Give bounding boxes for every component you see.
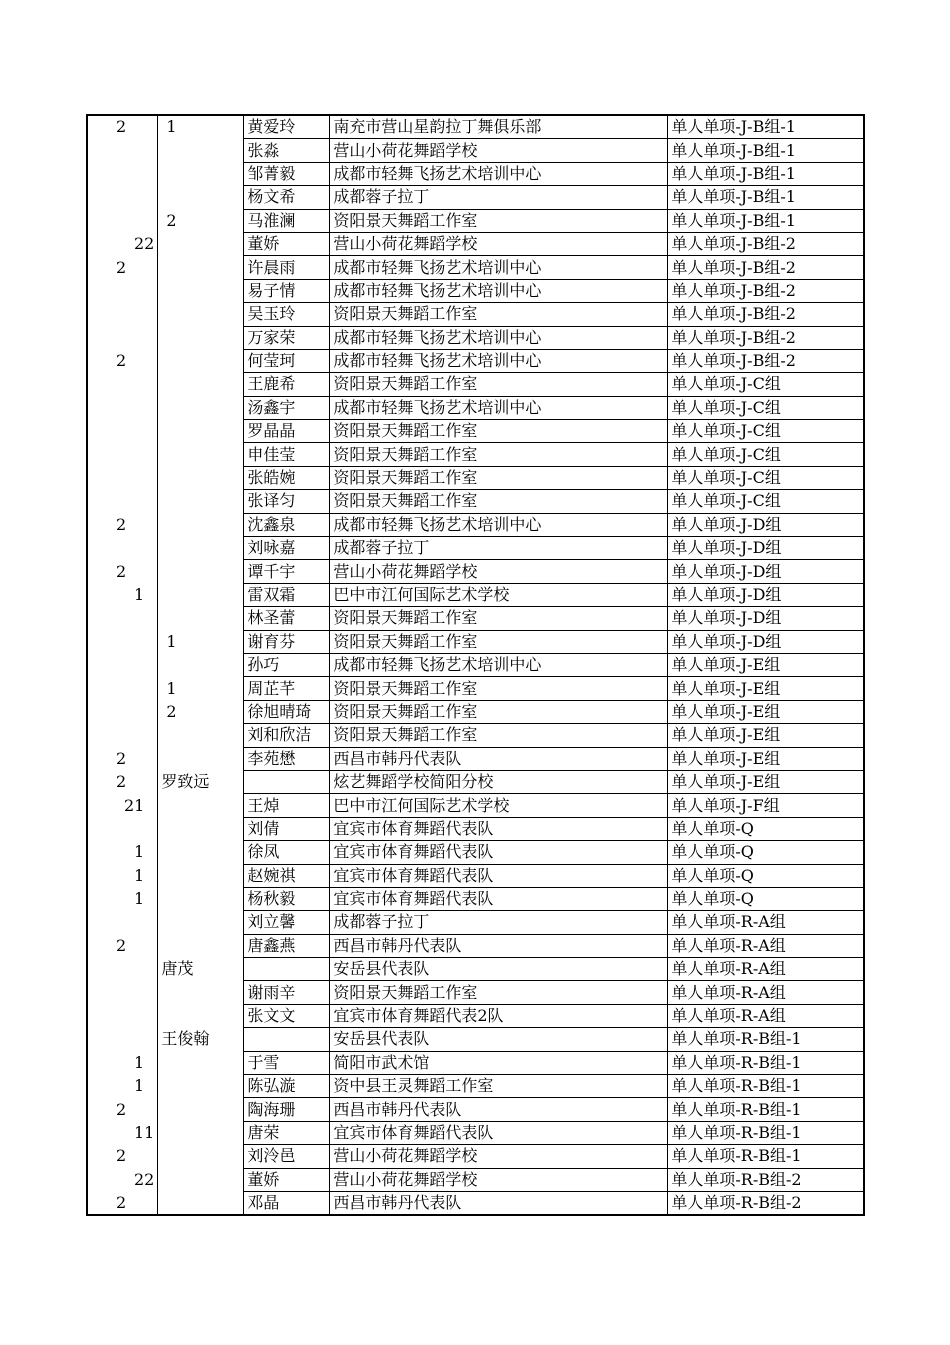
rank-b-cell[interactable] (158, 724, 244, 747)
event-cell[interactable]: 单人单项-R-B组-2 (668, 1168, 864, 1191)
event-cell[interactable]: 单人单项-J-C组 (668, 420, 864, 443)
table-row (87, 139, 864, 162)
organization-cell[interactable]: 西昌市韩丹代表队 (330, 1098, 668, 1121)
rank-b-cell[interactable] (158, 560, 244, 583)
organization-cell[interactable]: 宜宾市体育舞蹈代表队 (330, 1121, 668, 1144)
name-cell[interactable]: 徐旭晴琦 (244, 700, 330, 723)
organization-cell[interactable]: 南充市营山星韵拉丁舞俱乐部 (330, 115, 668, 139)
rank-a-cell[interactable]: 2 (87, 1145, 158, 1168)
organization-cell[interactable]: 资阳景天舞蹈工作室 (330, 677, 668, 700)
rank-b-cell[interactable]: 2 (158, 209, 244, 232)
organization-cell[interactable]: 资阳景天舞蹈工作室 (330, 607, 668, 630)
organization-cell[interactable]: 资中县王灵舞蹈工作室 (330, 1075, 668, 1098)
rank-a-cell[interactable] (87, 653, 158, 676)
registration-table (86, 114, 865, 1216)
table-row (87, 1191, 864, 1215)
name-cell[interactable]: 刘倩 (244, 817, 330, 840)
rank-a-cell[interactable] (87, 209, 158, 232)
rank-b-cell[interactable] (158, 139, 244, 162)
table-row (87, 677, 864, 700)
event-cell[interactable]: 单人单项-J-B组-2 (668, 326, 864, 349)
organization-cell[interactable]: 成都市轻舞飞扬艺术培训中心 (330, 162, 668, 185)
rank-b-cell[interactable] (158, 326, 244, 349)
name-cell[interactable] (244, 770, 330, 793)
organization-cell[interactable]: 资阳景天舞蹈工作室 (330, 981, 668, 1004)
rank-a-cell[interactable] (87, 537, 158, 560)
name-cell[interactable]: 张文文 (244, 1004, 330, 1027)
name-cell[interactable]: 刘立馨 (244, 911, 330, 934)
name-cell[interactable]: 吴玉玲 (244, 303, 330, 326)
rank-b-cell[interactable] (158, 490, 244, 513)
table-row (87, 1075, 864, 1098)
table-row (87, 490, 864, 513)
event-cell[interactable]: 单人单项-J-E组 (668, 653, 864, 676)
organization-cell[interactable]: 西昌市韩丹代表队 (330, 1191, 668, 1215)
name-cell[interactable]: 刘和欣洁 (244, 724, 330, 747)
rank-a-cell[interactable]: 1 (87, 583, 158, 606)
event-cell[interactable]: 单人单项-J-B组-1 (668, 186, 864, 209)
rank-b-cell[interactable] (158, 256, 244, 279)
name-cell[interactable]: 汤鑫宇 (244, 396, 330, 419)
organization-cell[interactable]: 宜宾市体育舞蹈代表队 (330, 864, 668, 887)
rank-b-cell[interactable] (158, 279, 244, 302)
event-cell[interactable]: 单人单项-R-B组-1 (668, 1075, 864, 1098)
table-row (87, 1004, 864, 1027)
rank-b-cell[interactable] (158, 1168, 244, 1191)
rank-b-cell[interactable] (158, 232, 244, 255)
name-cell[interactable]: 邓晶 (244, 1191, 330, 1215)
rank-b-cell[interactable] (158, 841, 244, 864)
organization-cell[interactable]: 营山小荷花舞蹈学校 (330, 232, 668, 255)
table-row (87, 420, 864, 443)
table-row (87, 653, 864, 676)
table-row (87, 115, 864, 139)
table-row (87, 279, 864, 302)
table-row (87, 934, 864, 957)
organization-cell[interactable]: 资阳景天舞蹈工作室 (330, 373, 668, 396)
rank-b-cell[interactable] (158, 1145, 244, 1168)
organization-cell[interactable]: 宜宾市体育舞蹈代表队 (330, 841, 668, 864)
rank-a-cell[interactable] (87, 724, 158, 747)
name-cell[interactable]: 于雪 (244, 1051, 330, 1074)
organization-cell[interactable]: 资阳景天舞蹈工作室 (330, 724, 668, 747)
rank-a-cell[interactable] (87, 1028, 158, 1051)
rank-b-cell[interactable] (158, 887, 244, 910)
event-cell[interactable]: 单人单项-J-E组 (668, 770, 864, 793)
rank-a-cell[interactable] (87, 817, 158, 840)
event-cell[interactable]: 单人单项-Q (668, 817, 864, 840)
event-cell[interactable]: 单人单项-J-E组 (668, 724, 864, 747)
rank-a-cell[interactable] (87, 162, 158, 185)
event-cell[interactable]: 单人单项-Q (668, 887, 864, 910)
organization-cell[interactable]: 营山小荷花舞蹈学校 (330, 139, 668, 162)
organization-cell[interactable]: 巴中市江何国际艺术学校 (330, 583, 668, 606)
organization-cell[interactable]: 炫艺舞蹈学校简阳分校 (330, 770, 668, 793)
table-row (87, 396, 864, 419)
organization-cell[interactable]: 成都市轻舞飞扬艺术培训中心 (330, 513, 668, 536)
organization-cell[interactable]: 资阳景天舞蹈工作室 (330, 466, 668, 489)
event-cell[interactable]: 单人单项-R-A组 (668, 911, 864, 934)
rank-b-cell[interactable]: 王俊翰 (158, 1028, 244, 1051)
rank-a-cell[interactable]: 2 (87, 513, 158, 536)
rank-a-cell[interactable]: 1 (87, 887, 158, 910)
rank-a-cell[interactable]: 22 (87, 232, 158, 255)
event-cell[interactable]: 单人单项-R-A组 (668, 934, 864, 957)
name-cell[interactable]: 林圣蕾 (244, 607, 330, 630)
table-row (87, 162, 864, 185)
name-cell[interactable]: 易子情 (244, 279, 330, 302)
table-row (87, 1145, 864, 1168)
rank-b-cell[interactable]: 罗致远 (158, 770, 244, 793)
name-cell[interactable]: 谢雨辛 (244, 981, 330, 1004)
table-row (87, 560, 864, 583)
organization-cell[interactable]: 资阳景天舞蹈工作室 (330, 420, 668, 443)
table-row (87, 981, 864, 1004)
event-cell[interactable]: 单人单项-J-C组 (668, 373, 864, 396)
table-row (87, 747, 864, 770)
name-cell[interactable]: 李苑懋 (244, 747, 330, 770)
event-cell[interactable]: 单人单项-R-B组-1 (668, 1145, 864, 1168)
event-cell[interactable]: 单人单项-J-B组-2 (668, 232, 864, 255)
organization-cell[interactable]: 成都市轻舞飞扬艺术培训中心 (330, 653, 668, 676)
table-row (87, 864, 864, 887)
name-cell[interactable]: 陈弘漩 (244, 1075, 330, 1098)
rank-b-cell[interactable] (158, 653, 244, 676)
name-cell[interactable]: 张皓婉 (244, 466, 330, 489)
event-cell[interactable]: 单人单项-J-D组 (668, 560, 864, 583)
table-row (87, 887, 864, 910)
rank-b-cell[interactable]: 2 (158, 700, 244, 723)
organization-cell[interactable]: 成都市轻舞飞扬艺术培训中心 (330, 326, 668, 349)
event-cell[interactable]: 单人单项-J-E组 (668, 747, 864, 770)
name-cell[interactable]: 沈鑫泉 (244, 513, 330, 536)
rank-a-cell[interactable]: 11 (87, 1121, 158, 1144)
rank-a-cell[interactable]: 21 (87, 794, 158, 817)
name-cell[interactable]: 周芷芊 (244, 677, 330, 700)
rank-b-cell[interactable] (158, 981, 244, 1004)
rank-a-cell[interactable] (87, 981, 158, 1004)
organization-cell[interactable]: 营山小荷花舞蹈学校 (330, 1168, 668, 1191)
rank-b-cell[interactable]: 唐茂 (158, 958, 244, 981)
name-cell[interactable]: 陶海珊 (244, 1098, 330, 1121)
rank-a-cell[interactable] (87, 279, 158, 302)
rank-a-cell[interactable]: 2 (87, 256, 158, 279)
organization-cell[interactable]: 资阳景天舞蹈工作室 (330, 700, 668, 723)
rank-b-cell[interactable] (158, 513, 244, 536)
rank-b-cell[interactable]: 1 (158, 115, 244, 139)
rank-a-cell[interactable]: 2 (87, 747, 158, 770)
table-row (87, 466, 864, 489)
name-cell[interactable]: 董娇 (244, 1168, 330, 1191)
table-row (87, 232, 864, 255)
rank-a-cell[interactable] (87, 677, 158, 700)
rank-a-cell[interactable] (87, 396, 158, 419)
rank-b-cell[interactable] (158, 1121, 244, 1144)
rank-b-cell[interactable] (158, 373, 244, 396)
event-cell[interactable]: 单人单项-R-B组-1 (668, 1098, 864, 1121)
rank-b-cell[interactable] (158, 1004, 244, 1027)
organization-cell[interactable]: 资阳景天舞蹈工作室 (330, 630, 668, 653)
event-cell[interactable]: 单人单项-R-B组-1 (668, 1051, 864, 1074)
organization-cell[interactable]: 宜宾市体育舞蹈代表队 (330, 817, 668, 840)
rank-a-cell[interactable]: 1 (87, 1051, 158, 1074)
rank-a-cell[interactable] (87, 958, 158, 981)
event-cell[interactable]: 单人单项-J-D组 (668, 513, 864, 536)
rank-a-cell[interactable] (87, 466, 158, 489)
name-cell[interactable]: 孙巧 (244, 653, 330, 676)
event-cell[interactable]: 单人单项-R-B组-1 (668, 1121, 864, 1144)
name-cell[interactable]: 董娇 (244, 232, 330, 255)
organization-cell[interactable]: 营山小荷花舞蹈学校 (330, 560, 668, 583)
rank-a-cell[interactable] (87, 911, 158, 934)
name-cell[interactable]: 唐荣 (244, 1121, 330, 1144)
event-cell[interactable]: 单人单项-J-B组-2 (668, 279, 864, 302)
organization-cell[interactable]: 安岳县代表队 (330, 1028, 668, 1051)
table-row (87, 1168, 864, 1191)
table-row (87, 1121, 864, 1144)
table-row (87, 583, 864, 606)
event-cell[interactable]: 单人单项-J-B组-1 (668, 162, 864, 185)
name-cell[interactable]: 马淮澜 (244, 209, 330, 232)
event-cell[interactable]: 单人单项-J-D组 (668, 583, 864, 606)
table-row (87, 700, 864, 723)
rank-b-cell[interactable] (158, 186, 244, 209)
name-cell[interactable] (244, 1028, 330, 1051)
table-row (87, 1028, 864, 1051)
rank-a-cell[interactable] (87, 303, 158, 326)
organization-cell[interactable]: 成都市轻舞飞扬艺术培训中心 (330, 256, 668, 279)
rank-b-cell[interactable] (158, 1051, 244, 1074)
rank-a-cell[interactable]: 2 (87, 115, 158, 139)
event-cell[interactable]: 单人单项-J-B组-2 (668, 349, 864, 372)
name-cell[interactable]: 罗晶晶 (244, 420, 330, 443)
name-cell[interactable]: 王鹿希 (244, 373, 330, 396)
rank-b-cell[interactable]: 1 (158, 677, 244, 700)
rank-a-cell[interactable]: 1 (87, 841, 158, 864)
name-cell[interactable]: 王焯 (244, 794, 330, 817)
name-cell[interactable]: 杨文希 (244, 186, 330, 209)
rank-b-cell[interactable] (158, 583, 244, 606)
rank-a-cell[interactable] (87, 700, 158, 723)
event-cell[interactable]: 单人单项-R-A组 (668, 958, 864, 981)
rank-b-cell[interactable] (158, 396, 244, 419)
event-cell[interactable]: 单人单项-R-A组 (668, 1004, 864, 1027)
table-body (87, 115, 864, 1215)
table-row (87, 513, 864, 536)
organization-cell[interactable]: 成都蓉子拉丁 (330, 186, 668, 209)
organization-cell[interactable]: 资阳景天舞蹈工作室 (330, 490, 668, 513)
name-cell[interactable]: 申佳莹 (244, 443, 330, 466)
table-row (87, 724, 864, 747)
name-cell[interactable]: 张淼 (244, 139, 330, 162)
name-cell[interactable]: 黄爱玲 (244, 115, 330, 139)
organization-cell[interactable]: 宜宾市体育舞蹈代表队 (330, 887, 668, 910)
event-cell[interactable]: 单人单项-J-C组 (668, 396, 864, 419)
table-row (87, 349, 864, 372)
table-row (87, 607, 864, 630)
rank-b-cell[interactable] (158, 1191, 244, 1215)
rank-b-cell[interactable] (158, 466, 244, 489)
rank-b-cell[interactable] (158, 443, 244, 466)
rank-a-cell[interactable]: 2 (87, 349, 158, 372)
rank-b-cell[interactable] (158, 303, 244, 326)
rank-a-cell[interactable] (87, 490, 158, 513)
name-cell[interactable]: 谢育芬 (244, 630, 330, 653)
event-cell[interactable]: 单人单项-R-B组-2 (668, 1191, 864, 1215)
rank-b-cell[interactable]: 1 (158, 630, 244, 653)
organization-cell[interactable]: 成都市轻舞飞扬艺术培训中心 (330, 349, 668, 372)
rank-b-cell[interactable] (158, 1075, 244, 1098)
event-cell[interactable]: 单人单项-R-A组 (668, 981, 864, 1004)
event-cell[interactable]: 单人单项-J-F组 (668, 794, 864, 817)
event-cell[interactable]: 单人单项-J-D组 (668, 537, 864, 560)
organization-cell[interactable]: 成都蓉子拉丁 (330, 911, 668, 934)
rank-b-cell[interactable] (158, 1098, 244, 1121)
organization-cell[interactable]: 成都市轻舞飞扬艺术培训中心 (330, 396, 668, 419)
rank-a-cell[interactable] (87, 186, 158, 209)
rank-b-cell[interactable] (158, 817, 244, 840)
rank-b-cell[interactable] (158, 607, 244, 630)
rank-a-cell[interactable] (87, 443, 158, 466)
event-cell[interactable]: 单人单项-J-D组 (668, 607, 864, 630)
name-cell[interactable]: 赵婉祺 (244, 864, 330, 887)
organization-cell[interactable]: 营山小荷花舞蹈学校 (330, 1145, 668, 1168)
rank-a-cell[interactable]: 2 (87, 560, 158, 583)
rank-a-cell[interactable]: 22 (87, 1168, 158, 1191)
name-cell[interactable]: 刘咏嘉 (244, 537, 330, 560)
organization-cell[interactable]: 资阳景天舞蹈工作室 (330, 443, 668, 466)
name-cell[interactable]: 万家荣 (244, 326, 330, 349)
event-cell[interactable]: 单人单项-Q (668, 864, 864, 887)
event-cell[interactable]: 单人单项-J-D组 (668, 630, 864, 653)
name-cell[interactable]: 刘泠邑 (244, 1145, 330, 1168)
table-row (87, 1051, 864, 1074)
table-row (87, 911, 864, 934)
rank-a-cell[interactable]: 2 (87, 1098, 158, 1121)
event-cell[interactable]: 单人单项-J-E组 (668, 677, 864, 700)
organization-cell[interactable]: 安岳县代表队 (330, 958, 668, 981)
table-row (87, 537, 864, 560)
table-row (87, 209, 864, 232)
rank-a-cell[interactable] (87, 373, 158, 396)
rank-b-cell[interactable] (158, 537, 244, 560)
event-cell[interactable]: 单人单项-J-B组-2 (668, 256, 864, 279)
name-cell[interactable]: 谭千宇 (244, 560, 330, 583)
event-cell[interactable]: 单人单项-J-C组 (668, 490, 864, 513)
event-cell[interactable]: 单人单项-J-B组-1 (668, 209, 864, 232)
rank-a-cell[interactable]: 1 (87, 1075, 158, 1098)
table-row (87, 770, 864, 793)
table-row (87, 1098, 864, 1121)
event-cell[interactable]: 单人单项-R-B组-1 (668, 1028, 864, 1051)
rank-a-cell[interactable] (87, 630, 158, 653)
organization-cell[interactable]: 巴中市江何国际艺术学校 (330, 794, 668, 817)
rank-a-cell[interactable]: 2 (87, 934, 158, 957)
rank-a-cell[interactable] (87, 1004, 158, 1027)
rank-b-cell[interactable] (158, 911, 244, 934)
rank-b-cell[interactable] (158, 349, 244, 372)
rank-a-cell[interactable]: 1 (87, 864, 158, 887)
table-row (87, 256, 864, 279)
rank-b-cell[interactable] (158, 162, 244, 185)
event-cell[interactable]: 单人单项-J-B组-1 (668, 139, 864, 162)
organization-cell[interactable]: 西昌市韩丹代表队 (330, 934, 668, 957)
event-cell[interactable]: 单人单项-J-C组 (668, 466, 864, 489)
name-cell[interactable]: 唐鑫燕 (244, 934, 330, 957)
table-row (87, 186, 864, 209)
event-cell[interactable]: 单人单项-J-B组-2 (668, 303, 864, 326)
rank-a-cell[interactable]: 2 (87, 1191, 158, 1215)
table-row (87, 958, 864, 981)
table-row (87, 443, 864, 466)
table-row (87, 630, 864, 653)
name-cell[interactable]: 邹菁毅 (244, 162, 330, 185)
table-row (87, 373, 864, 396)
name-cell[interactable]: 雷双霜 (244, 583, 330, 606)
name-cell[interactable]: 杨秋毅 (244, 887, 330, 910)
rank-b-cell[interactable] (158, 934, 244, 957)
organization-cell[interactable]: 成都蓉子拉丁 (330, 537, 668, 560)
organization-cell[interactable]: 简阳市武术馆 (330, 1051, 668, 1074)
organization-cell[interactable]: 资阳景天舞蹈工作室 (330, 209, 668, 232)
table-row (87, 303, 864, 326)
rank-b-cell[interactable] (158, 420, 244, 443)
table-row (87, 794, 864, 817)
organization-cell[interactable]: 宜宾市体育舞蹈代表2队 (330, 1004, 668, 1027)
rank-a-cell[interactable] (87, 326, 158, 349)
table-row (87, 841, 864, 864)
event-cell[interactable]: 单人单项-J-E组 (668, 700, 864, 723)
table-row (87, 817, 864, 840)
rank-a-cell[interactable]: 2 (87, 770, 158, 793)
rank-a-cell[interactable] (87, 139, 158, 162)
name-cell[interactable]: 徐凤 (244, 841, 330, 864)
event-cell[interactable]: 单人单项-J-C组 (668, 443, 864, 466)
rank-b-cell[interactable] (158, 747, 244, 770)
name-cell[interactable]: 何莹珂 (244, 349, 330, 372)
rank-b-cell[interactable] (158, 794, 244, 817)
organization-cell[interactable]: 西昌市韩丹代表队 (330, 747, 668, 770)
organization-cell[interactable]: 资阳景天舞蹈工作室 (330, 303, 668, 326)
rank-a-cell[interactable] (87, 420, 158, 443)
table-row (87, 326, 864, 349)
event-cell[interactable]: 单人单项-J-B组-1 (668, 115, 864, 139)
organization-cell[interactable]: 成都市轻舞飞扬艺术培训中心 (330, 279, 668, 302)
rank-a-cell[interactable] (87, 607, 158, 630)
rank-b-cell[interactable] (158, 864, 244, 887)
name-cell[interactable]: 许晨雨 (244, 256, 330, 279)
event-cell[interactable]: 单人单项-Q (668, 841, 864, 864)
name-cell[interactable]: 张译匀 (244, 490, 330, 513)
name-cell[interactable] (244, 958, 330, 981)
